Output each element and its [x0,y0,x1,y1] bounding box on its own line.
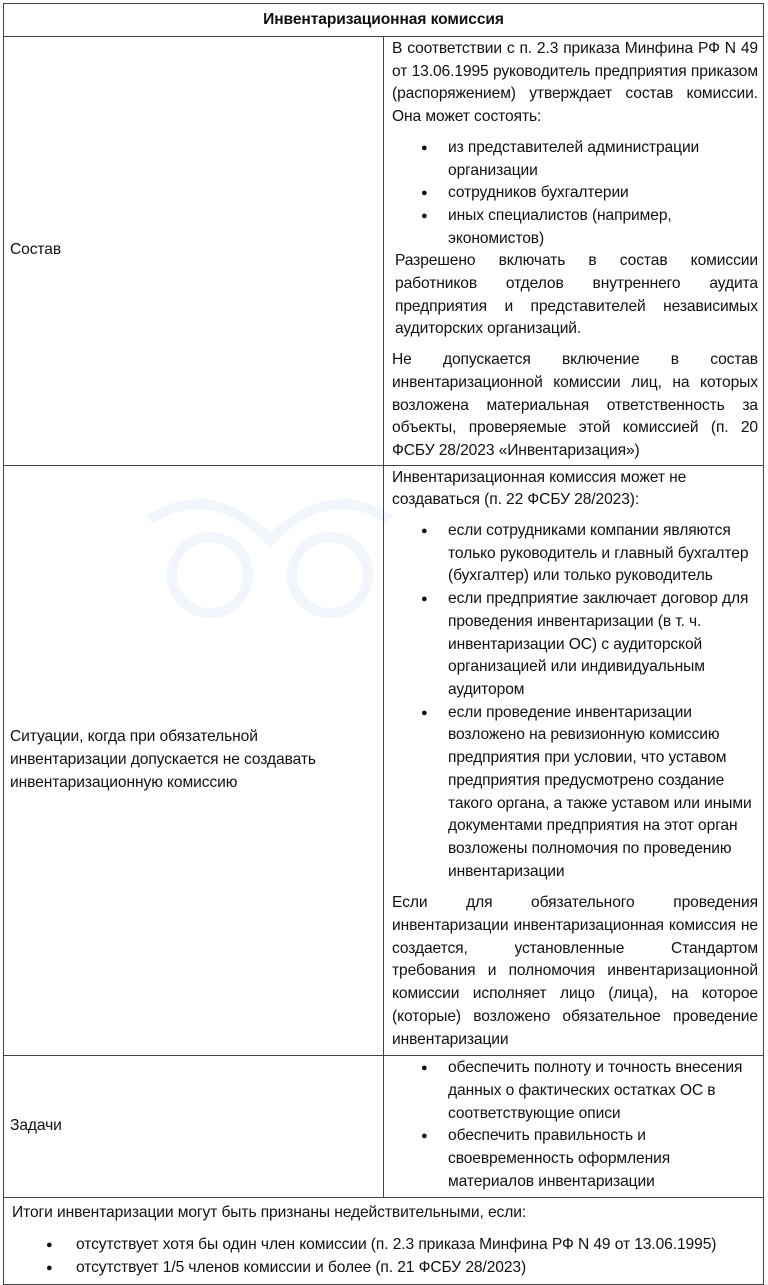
list-item: ● если проведение инвентаризации возложено на ревизионную комиссию предприятия при условии, что уставом предприятия предусмотрено создание такого органа, а также уставом или иными документами предприятия на этот орган возложены полномочия по проведению инвентаризации [448,702,758,884]
list-item: ● если предприятие заключает договор для проведения инвентаризации (в т. ч. инвентаризации ОС) с аудиторской организацией или индивидуальным аудитором [448,588,758,702]
footer-intro: Итоги инвентаризации могут быть признаны недействительными, если: [12,1204,527,1222]
table-row [4,37,764,466]
bullet-list [12,1234,755,1279]
paragraph: Разрешено включать в состав комиссии работников отделов внутреннего аудита предприятия и представителей независимых аудиторских организаций. [395,252,758,338]
bullet-list [392,1056,758,1197]
table-row [4,1056,764,1198]
list-item: ● отсутствует хотя бы один член комиссии (п. 2.3 приказа Минфина РФ N 49 от 13.06.1995) [76,1234,755,1257]
row-label-tasks: Задачи [4,1056,384,1198]
list-item: ● иных специалистов (например, экономистов) [448,205,758,250]
bullet-list [392,137,758,251]
list-item: ● обеспечить правильность и своевременность оформления материалов инвентаризации [448,1125,758,1193]
list-item: ● сотрудников бухгалтерии [448,182,758,205]
row-content-situations [384,465,764,1056]
row-content-tasks [384,1056,764,1198]
paragraph: Инвентаризационная комиссия может не создаваться (п. 22 ФСБУ 28/2023): [392,468,687,509]
list-item: ● отсутствует 1/5 членов комиссии и более (п. 21 ФСБУ 28/2023) [76,1257,755,1280]
row-label-composition: Состав [4,37,384,466]
bullet-list [392,520,758,883]
table-row [4,1198,764,1284]
list-item: ● из представителей администрации организации [448,137,758,182]
list-item: ● если сотрудниками компании являются только руководитель и главный бухгалтер (бухгалтер) или только руководитель [448,520,758,588]
row-content-composition [384,37,764,466]
row-label-situations: Ситуации, когда при обязательной инвентаризации допускается не создавать инвентаризационную комиссию [4,465,384,1056]
paragraph: Не допускается включение в состав инвентаризационной комиссии лиц, на которых возложена материальная ответственность за объекты, проверяемые этой комиссией (п. 20 ФСБУ 28/2023 «Инвентаризация») [392,351,758,459]
paragraph: В соответствии с п. 2.3 приказа Минфина РФ N 49 от 13.06.1995 руководитель предприятия приказом (распоряжением) утверждает состав комиссии. Она может состоять: [392,40,758,126]
table-row [4,465,764,1056]
inventory-commission-table [3,3,764,1285]
list-item: ● обеспечить полноту и точность внесения данных о фактических остатках ОС в соответствующие описи [448,1057,758,1125]
table-title: Инвентаризационная комиссия [4,4,764,37]
paragraph: Если для обязательного проведения инвентаризации инвентаризационная комиссия не создается, установленные Стандартом требования и полномочия инвентаризационной комиссии исполняет лицо (лица), на которое (которые) возложено обязательное проведение инвентаризации [392,894,758,1048]
footer-content [4,1198,764,1284]
